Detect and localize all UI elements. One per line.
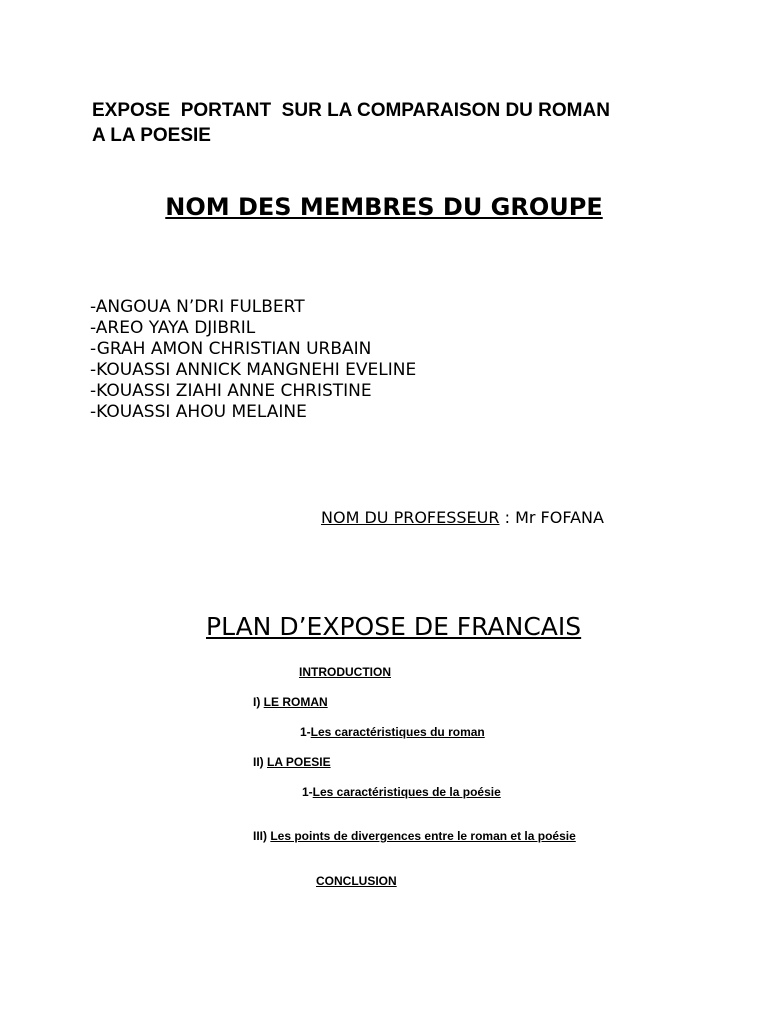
plan-part-1 (253, 695, 328, 709)
professor-line (321, 508, 604, 527)
member-item: -AREO YAYA DJIBRIL (90, 318, 256, 338)
plan-part-2-sub (302, 785, 501, 799)
plan-part-2-label: LA POESIE (267, 755, 331, 769)
member-item: -KOUASSI ANNICK MANGNEHI EVELINE (90, 360, 417, 380)
members-list (90, 297, 416, 423)
plan-title: PLAN D’EXPOSE DE FRANCAIS (206, 612, 582, 641)
plan-part-2-sub-label: Les caractéristiques de la poésie (312, 785, 501, 799)
document-title-line-2: A LA POESIE (92, 125, 211, 146)
plan-part-1-number: I) (253, 695, 264, 709)
professor-label: NOM DU PROFESSEUR (321, 508, 500, 527)
plan-introduction-label: INTRODUCTION (299, 665, 391, 679)
plan-part-1-sub-number: 1- (300, 725, 311, 739)
plan-part-3-label: Les points de divergences entre le roman et la poésie (270, 829, 576, 843)
professor-separator: : (499, 508, 516, 527)
document-title (92, 98, 692, 148)
member-item: -ANGOUA N’DRI FULBERT (90, 297, 305, 317)
plan-part-1-label: LE ROMAN (263, 695, 328, 709)
plan-introduction (299, 665, 391, 679)
professor-name: Mr FOFANA (515, 508, 604, 527)
plan-part-3-number: III) (253, 829, 271, 843)
document-title-line-1: EXPOSE PORTANT SUR LA COMPARAISON DU ROMAN (92, 100, 610, 121)
plan-conclusion (316, 874, 397, 888)
plan-part-1-sub-label: Les caractéristiques du roman (310, 725, 485, 739)
plan-part-3 (253, 829, 576, 843)
plan-part-1-sub (300, 725, 485, 739)
plan-part-2-sub-number: 1- (302, 785, 313, 799)
members-heading: NOM DES MEMBRES DU GROUPE (165, 193, 603, 221)
member-item: -KOUASSI AHOU MELAINE (90, 402, 307, 422)
plan-part-2 (253, 755, 331, 769)
plan-part-2-number: II) (253, 755, 267, 769)
member-item: -GRAH AMON CHRISTIAN URBAIN (90, 339, 372, 359)
plan-conclusion-label: CONCLUSION (316, 874, 397, 888)
member-item: -KOUASSI ZIAHI ANNE CHRISTINE (90, 381, 372, 401)
